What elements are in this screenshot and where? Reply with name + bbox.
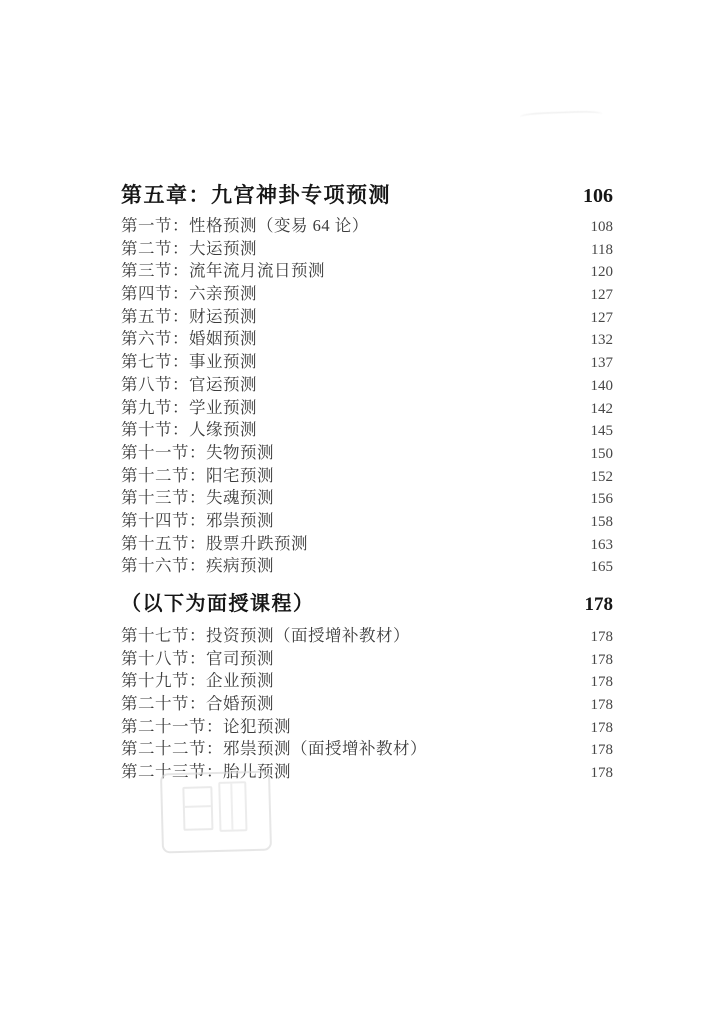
section-page-number: 165 (590, 559, 613, 576)
toc-row-section-20 (121, 690, 613, 713)
section-label: 第二节：大运预测 (121, 238, 257, 258)
section-page-number: 132 (590, 332, 613, 349)
toc-row-section-1 (121, 212, 613, 235)
section-page-number: 178 (590, 719, 613, 736)
section-page-number: 178 (590, 651, 613, 668)
toc-row-section-13 (121, 484, 613, 507)
toc-row-section-17 (121, 622, 613, 645)
toc-row-section-10 (121, 416, 613, 439)
toc-row-section-3 (121, 257, 613, 280)
chapter-title: 第五章：九宫神卦专项预测 (121, 183, 391, 207)
section-page-number: 137 (590, 355, 613, 372)
seal-glyph-right (218, 781, 247, 832)
subheading-row (121, 587, 613, 617)
toc-row-section-16 (121, 552, 613, 575)
section-label: 第十二节：阳宅预测 (121, 465, 274, 485)
subheading-title: （以下为面授课程） (121, 593, 315, 615)
section-label: 第九节：学业预测 (121, 397, 257, 417)
section-label: 第十七节：投资预测（面授增补教材） (121, 626, 410, 645)
chapter-heading-row (121, 179, 613, 212)
section-page-number: 178 (590, 629, 613, 645)
section-page-number: 127 (590, 287, 613, 304)
toc-row-section-12 (121, 462, 613, 485)
section-label: 第七节：事业预测 (121, 352, 257, 372)
section-label: 第五节：财运预测 (121, 306, 257, 326)
toc-row-section-18 (121, 645, 613, 668)
section-label: 第二十二节：邪祟预测（面授增补教材） (121, 739, 427, 759)
section-label: 第二十一节：论犯预测 (121, 716, 291, 736)
section-page-number: 108 (590, 219, 613, 235)
toc-row-section-8 (121, 371, 613, 394)
toc-row-section-9 (121, 394, 613, 417)
toc-row-section-2 (121, 235, 613, 258)
toc-row-section-4 (121, 280, 613, 303)
seal-stamp (160, 771, 272, 854)
toc-row-section-6 (121, 325, 613, 348)
section-page-number: 156 (590, 491, 613, 508)
subheading-page-number: 178 (584, 594, 613, 615)
section-label: 第一节：性格预测（变易 64 论） (121, 216, 369, 235)
section-label: 第十节：人缘预测 (121, 420, 257, 440)
section-label: 第四节：六亲预测 (121, 284, 257, 304)
toc-row-section-15 (121, 530, 613, 553)
section-label: 第十八节：官司预测 (121, 648, 274, 668)
toc-row-section-19 (121, 667, 613, 690)
section-label: 第八节：官运预测 (121, 374, 257, 394)
toc-row-section-11 (121, 439, 613, 462)
section-label: 第十一节：失物预测 (121, 442, 274, 462)
section-page-number: 150 (590, 445, 613, 462)
section-label: 第十五节：股票升跌预测 (121, 533, 308, 553)
section-page-number: 120 (590, 264, 613, 281)
section-label: 第十四节：邪祟预测 (121, 510, 274, 530)
section-page-number: 145 (590, 423, 613, 440)
section-page-number: 178 (590, 674, 613, 691)
toc-content (121, 179, 613, 781)
section-page-number: 142 (590, 400, 613, 417)
section-page-number: 178 (590, 697, 613, 714)
section-label: 第十六节：疾病预测 (121, 556, 274, 576)
section-label: 第十九节：企业预测 (121, 671, 274, 691)
section-label: 第二十节：合婚预测 (121, 694, 274, 714)
section-page-number: 158 (590, 513, 613, 530)
section-page-number: 178 (590, 765, 613, 782)
section-page-number: 127 (590, 309, 613, 326)
section-label: 第二十三节：胎儿预测 (121, 762, 291, 782)
section-page-number: 178 (590, 742, 613, 759)
toc-row-section-7 (121, 348, 613, 371)
toc-row-section-5 (121, 303, 613, 326)
section-label: 第三节：流年流月流日预测 (121, 261, 325, 281)
section-label: 第十三节：失魂预测 (121, 488, 274, 508)
seal-glyph-left (182, 786, 213, 831)
section-page-number: 140 (590, 377, 613, 394)
toc-row-section-14 (121, 507, 613, 530)
section-label: 第六节：婚姻预测 (121, 329, 257, 349)
section-page-number: 163 (590, 536, 613, 553)
toc-row-section-21 (121, 713, 613, 736)
section-page-number: 118 (591, 241, 613, 258)
scan-smudge (520, 111, 602, 121)
chapter-page-number: 106 (583, 185, 613, 207)
toc-row-section-22 (121, 735, 613, 758)
section-page-number: 152 (590, 468, 613, 485)
